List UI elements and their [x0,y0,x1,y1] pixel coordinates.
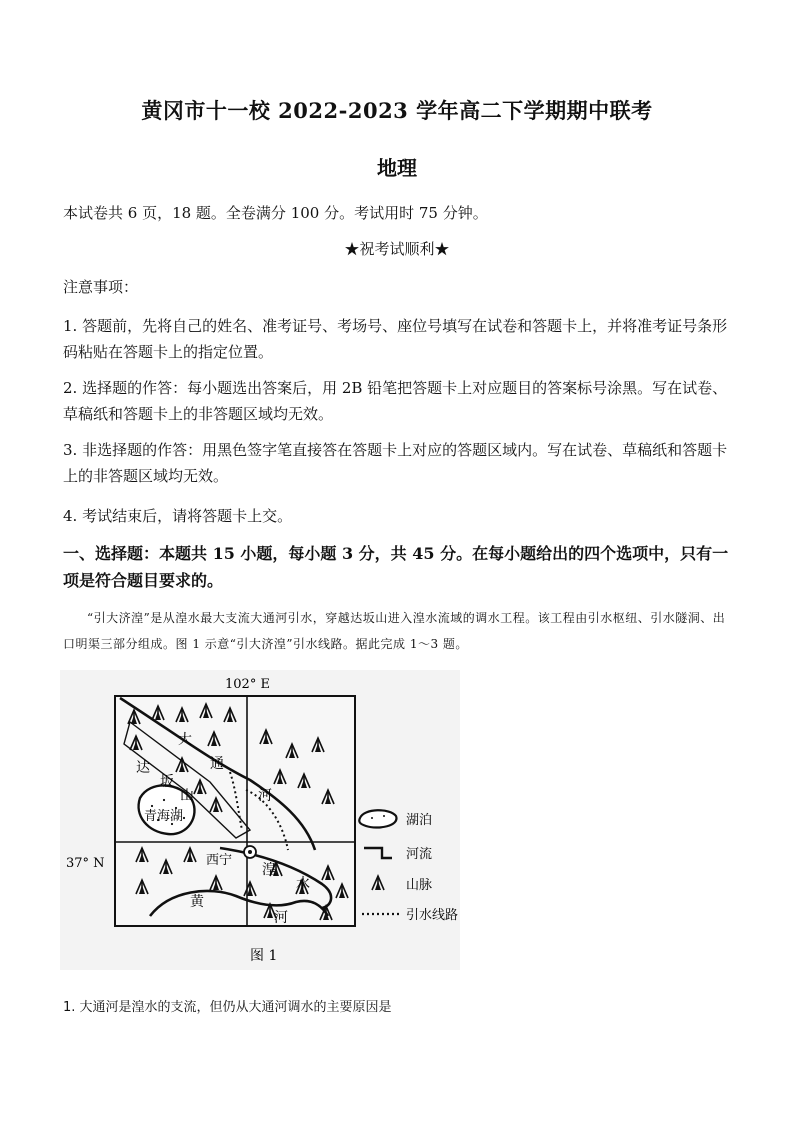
question-1: 1. 大通河是湟水的支流，但仍从大通河调水的主要原因是 [63,1000,392,1015]
legend-route-label: 引水线路 [406,908,459,923]
figure-caption: 图 1 [250,948,278,964]
material-text: “引大济湟”是从湟水最大支流大通河引水，穿越达坂山进入湟水流域的调水工程。该工程由引水枢纽、引水隧洞、出口明渠三部分组成。图 1 示意“引大济湟”引水线路。据此完成 1～3 题。 [63,611,726,651]
legend-mountain-label: 山脉 [406,878,433,893]
legend-mountain-symbol [372,876,384,890]
exam-intro: 本试卷共 6 页，18 题。全卷满分 100 分。考试用时 75 分钟。 [63,204,488,222]
label-xining: 西宁 [206,853,233,868]
label-he2: 河 [274,910,288,926]
section-heading: 一、选择题：本题共 15 小题，每小题 3 分，共 45 分。在每小题给出的四个选项中，只有一项是符合题目要求的。 [63,544,729,590]
label-qinghai-lake: 青海湖 [144,809,184,824]
label-huang-yellow: 黄 [190,894,204,910]
legend-river-label: 河流 [406,847,433,862]
label-he: 河 [258,788,272,804]
notice-item-3: 3. 非选择题的作答：用黑色签字笔直接答在答题卡上对应的答题区域内。写在试卷、草稿纸和答题卡上的非答题区域均无效。 [63,441,728,485]
figure-1-map [60,670,460,970]
label-shui: 水 [296,876,310,892]
longitude-label: 102° E [225,677,270,692]
notice-heading: 注意事项： [63,278,139,296]
label-huang-shui: 湟 [262,862,276,878]
label-daban-2: 坂 [160,774,174,790]
notice-item-4: 4. 考试结束后，请将答题卡上交。 [63,507,293,525]
notice-item-2: 2. 选择题的作答：每小题选出答案后，用 2B 铅笔把答题卡上对应题目的答案标号涂黑。写在试卷、草稿纸和答题卡上的非答题区域均无效。 [63,379,728,423]
label-daban-3: 山 [180,788,194,804]
latitude-label: 37° N [66,856,105,871]
good-luck-line: ★祝考试顺利★ [344,240,450,258]
label-da: 大 [178,732,192,748]
subject-title: 地理 [377,156,417,180]
label-daban-1: 达 [136,760,150,776]
legend-river-symbol [364,848,392,858]
legend-lake-symbol [359,810,396,827]
exam-title: 黄冈市十一校 2022-2023 学年高二下学期期中联考 [141,98,653,123]
legend-lake-label: 湖泊 [406,813,433,828]
notice-item-1: 1. 答题前，先将自己的姓名、准考证号、考场号、座位号填写在试卷和答题卡上，并将准考证号条形码粘贴在答题卡上的指定位置。 [63,317,728,361]
label-tong: 通 [210,756,224,772]
